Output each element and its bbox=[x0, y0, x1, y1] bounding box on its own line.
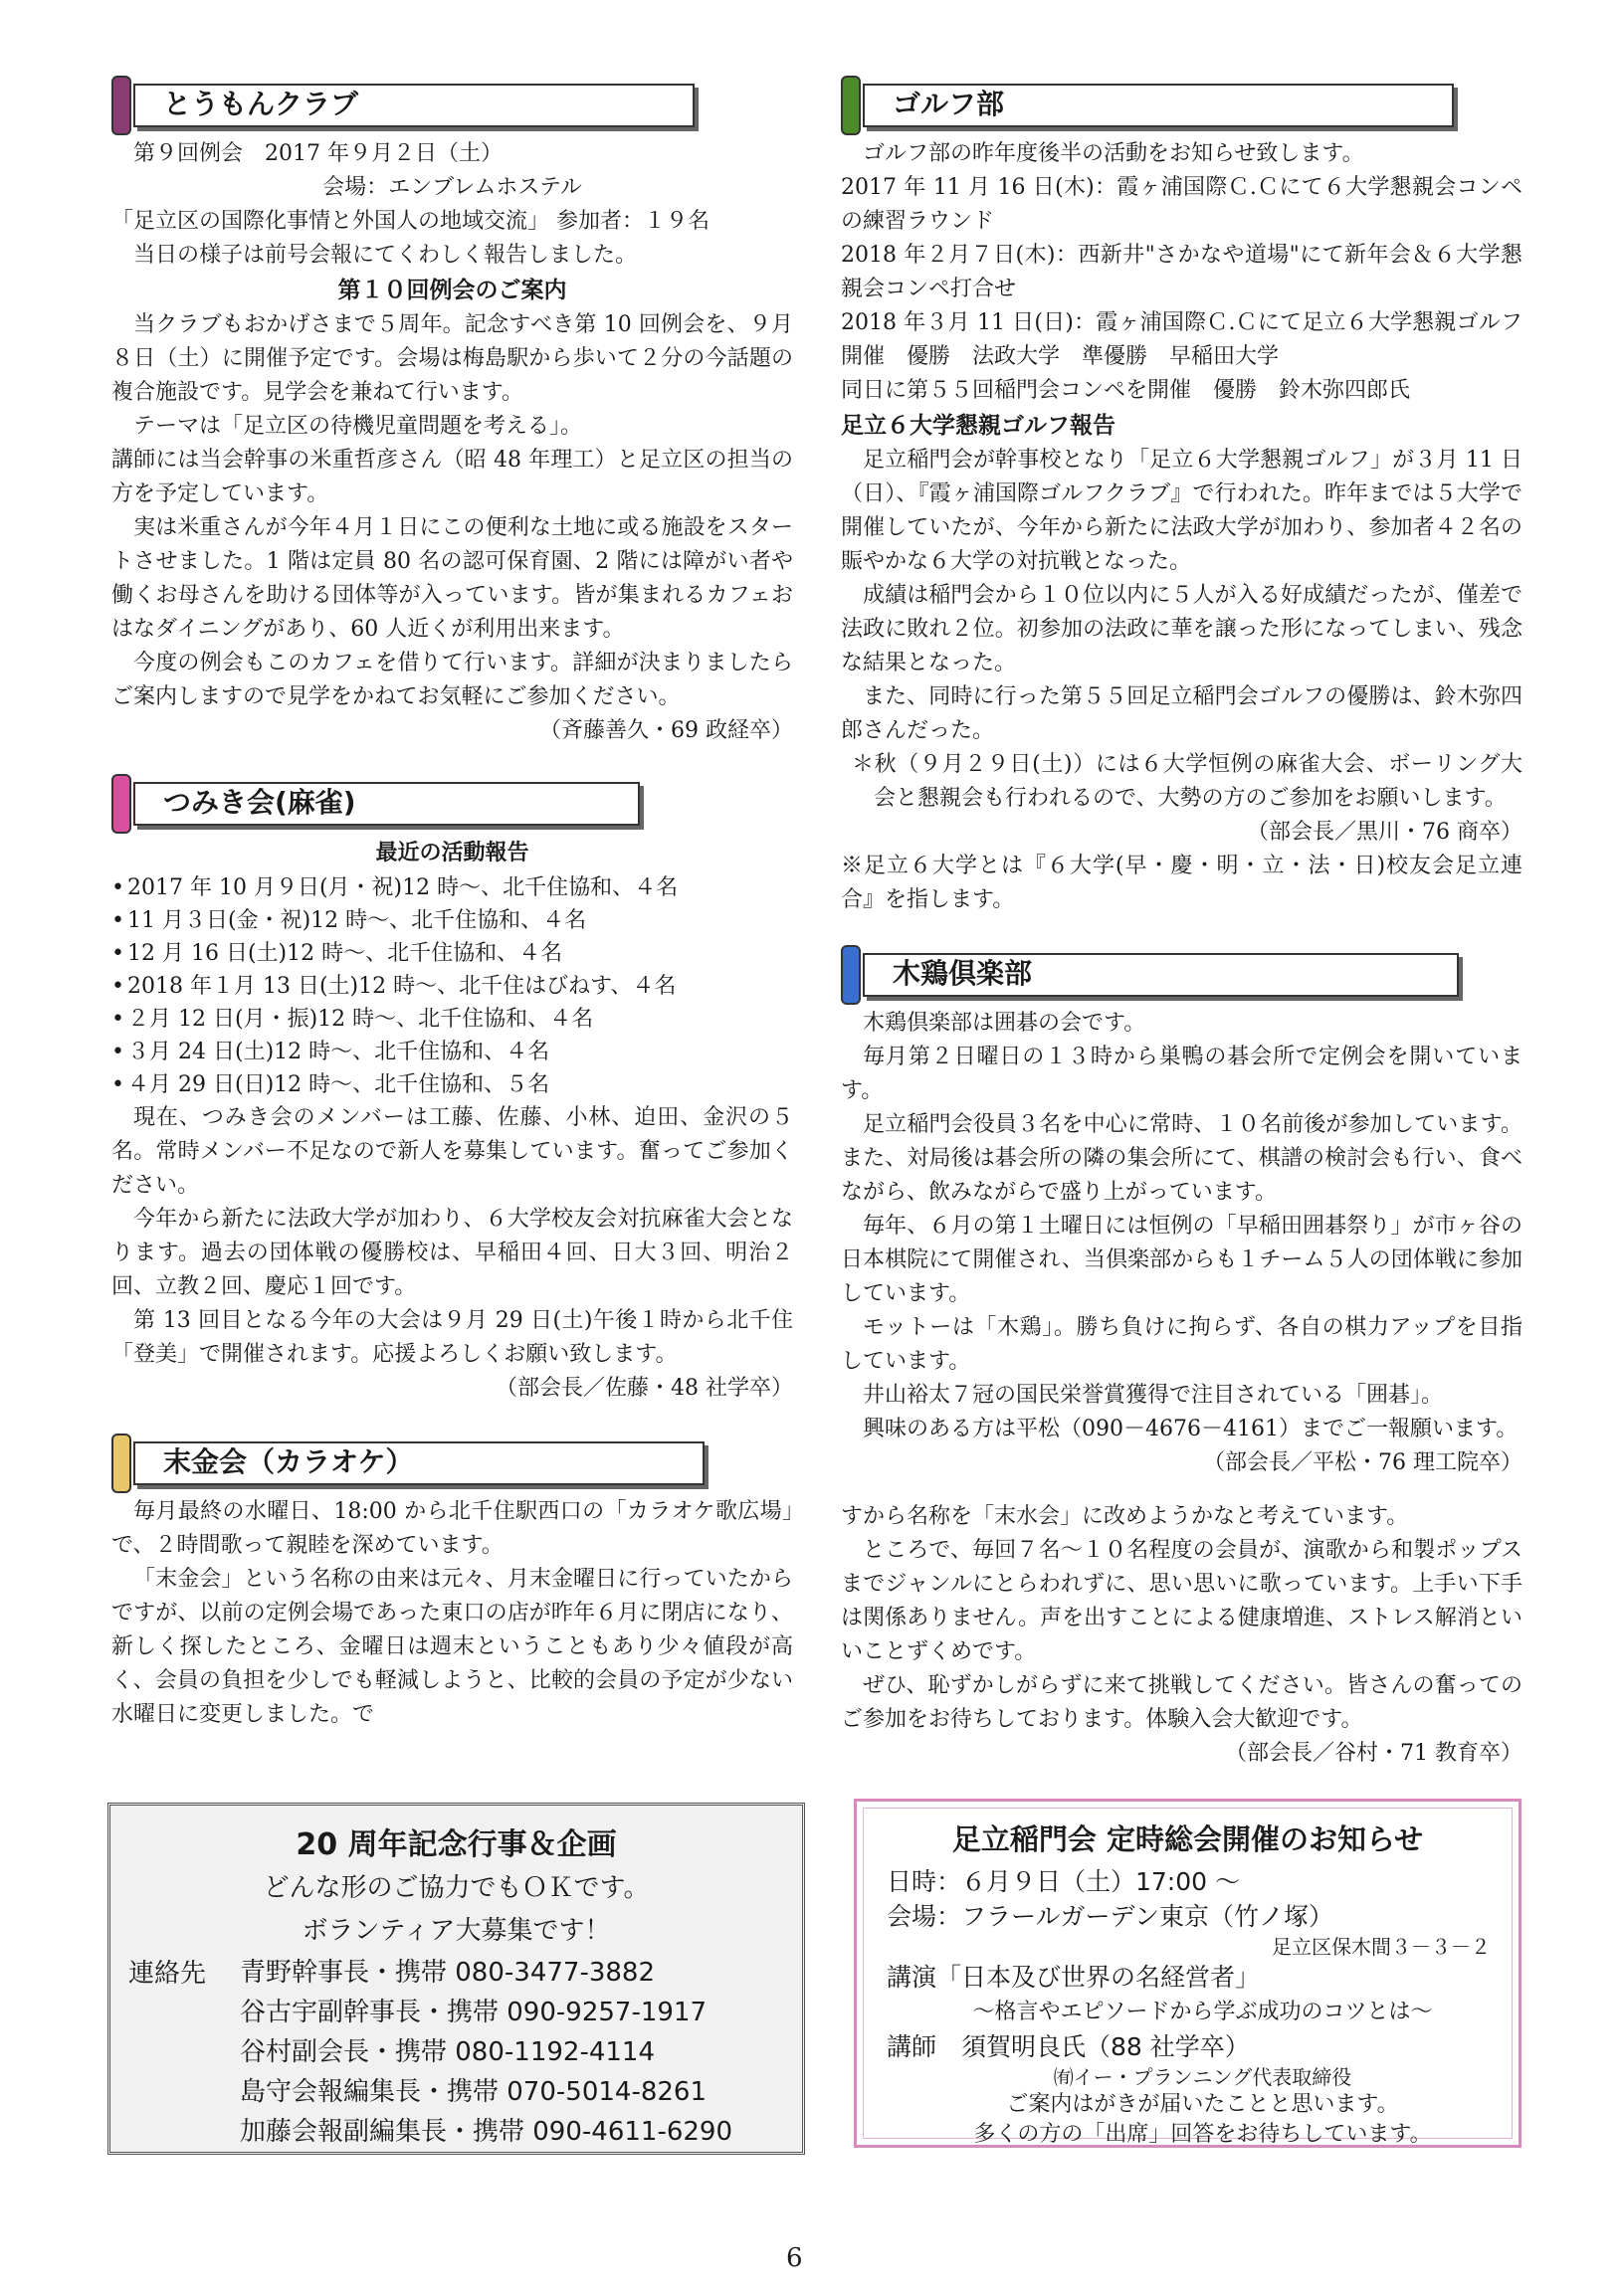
signature: （部会長／平松・76 理工院卒） bbox=[1203, 1450, 1522, 1475]
right-column bbox=[841, 80, 1522, 1480]
paragraph: 現在、つみき会のメンバーは工藤、佐藤、小林、迫田、金沢の５名。常時メンバー不足なので新人を募集しています。奮ってご参加ください。 bbox=[111, 1105, 793, 1198]
meeting-date: 日時：６月９日（土）17:00 ～ bbox=[887, 1867, 1240, 1896]
event-item: 同日に第５５回稲門会コンペを開催 優勝 鈴木弥四郎氏 bbox=[841, 378, 1411, 403]
paragraph: 今度の例会もこのカフェを借りて行います。詳細が決まりましたらご案内しますので見学をかねてお気軽にご参加ください。 bbox=[111, 651, 793, 709]
paragraph: 実は米重さんが今年４月１日にこの便利な土地に或る施設をスタートさせました。1 階は定員 80 名の認可保育園、2 階には障がい者や働くお母さんを助ける団体等が入っています。皆が集まれるカフェおはなダイニングがあり、60 人近くが利用出来ます。 bbox=[111, 515, 793, 642]
section-title: 末金会（カラオケ） bbox=[163, 1445, 414, 1478]
meeting-lecturer: 講師 須賀明良氏（88 社学卒） bbox=[887, 2032, 1250, 2061]
general-meeting-box bbox=[854, 1799, 1522, 2148]
meeting-address: 足立区保木間３－３－２ bbox=[1272, 1935, 1491, 1959]
anniversary-line: どんな形のご協力でもＯＫです。 bbox=[263, 1873, 650, 1903]
theme-9: 「足立区の国際化事情と外国人の地域交流」 参加者：１９名 bbox=[111, 209, 710, 234]
paragraph: また、同時に行った第５５回足立稲門会ゴルフの優勝は、鈴木弥四郎さんだった。 bbox=[841, 684, 1522, 743]
paragraph: 当クラブもおかげさまで５周年。記念すべき第 10 回例会を、９月８日（土）に開催予定です。会場は梅島駅から歩いて２分の今話題の複合施設です。見学会を兼ねて行います。 bbox=[111, 312, 793, 405]
contact-list bbox=[240, 1953, 732, 2152]
meeting-note: ご案内はがきが届いたことと思います。 bbox=[1006, 2092, 1399, 2117]
tomon-banner bbox=[111, 80, 793, 129]
meeting-lecture: 講演「日本及び世界の名経営者」 bbox=[887, 1963, 1261, 1992]
section-title: とうもんクラブ bbox=[163, 88, 359, 120]
venue: 会場：エンブレムホステル bbox=[322, 175, 582, 200]
paragraph: ところで、毎回７名～１０名程度の会員が、演歌から和製ポップスまでジャンルにとらわれずに、思い思いに歌っています。上手い下手は関係ありません。声を出すことによる健康増進、ストレス解消といいことずくめです。 bbox=[841, 1538, 1522, 1664]
lecturer-title: ㈲イー・プランニング代表取締役 bbox=[1053, 2065, 1352, 2089]
list-item: • ２月 12 日(月・振)12 時～、北千住協和、４名 bbox=[111, 1003, 793, 1036]
left-column bbox=[111, 80, 793, 1732]
signature: （部会長／谷村・71 教育卒） bbox=[1225, 1741, 1522, 1766]
meeting-note: 多くの方の「出席」回答をお待ちしています。 bbox=[973, 2122, 1432, 2147]
report-note: 当日の様子は前号会報にてくわしく報告しました。 bbox=[133, 243, 638, 268]
list-item: • 2017 年 10 月９日(月・祝)12 時～、北千住協和、４名 bbox=[111, 871, 793, 904]
list-item: • 11 月３日(金・祝)12 時～、北千住協和、４名 bbox=[111, 904, 793, 937]
scroll-icon bbox=[111, 1434, 131, 1493]
general-meeting-details bbox=[857, 1864, 1519, 2150]
sub-heading: 第１０回例会のご案内 bbox=[337, 278, 567, 303]
signature: （部会長／黒川・76 商卒） bbox=[1247, 820, 1522, 845]
list-item: • ３月 24 日(土)12 時～、北千住協和、４名 bbox=[111, 1036, 793, 1068]
paragraph: 毎月最終の水曜日、18:00 から北千住駅西口の「カラオケ歌広場」で、２時間歌って親睦を深めています。 bbox=[111, 1499, 793, 1558]
paragraph: 毎年、６月の第１土曜日には恒例の「早稲田囲碁祭り」が市ヶ谷の日本棋院にて開催され、当倶楽部からも１チーム５人の団体戦に参加しています。 bbox=[841, 1214, 1522, 1306]
signature: （斉藤善久・69 政経卒） bbox=[539, 718, 793, 743]
paragraph: モットーは「木鶏」。勝ち負けに拘らず、各自の棋力アップを目指しています。 bbox=[841, 1315, 1522, 1374]
suekin-continued bbox=[841, 1500, 1522, 1771]
general-meeting-title: 足立稲門会 定時総会開催のお知らせ bbox=[951, 1822, 1424, 1856]
scroll-icon bbox=[841, 76, 861, 135]
paragraph: ゴルフ部の昨年度後半の活動をお知らせ致します。 bbox=[863, 141, 1364, 166]
event-item: 2017 年 11 月 16 日(木)：霞ヶ浦国際Ｃ.Ｃにて６大学懇親会コンペの練習ラウンド bbox=[841, 175, 1522, 234]
event-item: 2018 年２月７日(木)：西新井"さかなや道場"にて新年会＆６大学懇親会コンペ打合せ bbox=[841, 243, 1522, 301]
paragraph: テーマは「足立区の待機児童問題を考える」。 bbox=[133, 414, 583, 439]
golf-banner bbox=[841, 80, 1522, 129]
contact-label: 連絡先 bbox=[128, 1959, 207, 1989]
paragraph: 今年から新たに法政大学が加わり、６大学校友会対抗麻雀大会となります。過去の団体戦の優勝校は、早稲田４回、日大３回、明治２回、立教２回、慶応１回です。 bbox=[111, 1207, 793, 1299]
paragraph: 成績は稲門会から１０位以内に５人が入る好成績だったが、僅差で法政に敗れ２位。初参加の法政に華を譲った形になってしまい、残念な結果となった。 bbox=[841, 583, 1522, 675]
paragraph: 毎月第２日曜日の１３時から巣鴨の碁会所で定例会を開いています。 bbox=[841, 1045, 1522, 1103]
note: ※足立６大学とは『６大学(早・慶・明・立・法・日)校友会足立連合』を指します。 bbox=[841, 854, 1522, 912]
paragraph: ＊秋（９月２９日(土)）には６大学恒例の麻雀大会、ボーリング大会と懇親会も行われるので、大勢の方のご参加をお願いします。 bbox=[852, 752, 1522, 811]
tsumiki-banner bbox=[111, 778, 793, 828]
paragraph: 興味のある方は平松（090－4676－4161）までご一報願います。 bbox=[863, 1417, 1519, 1441]
paragraph: すから名称を「末水会」に改めようかなと考えています。 bbox=[841, 1504, 1409, 1529]
meeting-venue: 会場：フラールガーデン東京（竹ノ塚） bbox=[887, 1902, 1334, 1931]
section-title: ゴルフ部 bbox=[893, 88, 1005, 120]
mokkei-banner bbox=[841, 949, 1522, 999]
event-item: 2018 年３月 11 日(日)：霞ヶ浦国際Ｃ.Ｃにて足立６大学懇親ゴルフ開催 優勝 法政大学 準優勝 早稲田大学 bbox=[841, 310, 1522, 369]
suekin-banner bbox=[111, 1437, 793, 1487]
contact-item: 青野幹事長・携帯 080-3477-3882 bbox=[240, 1958, 655, 1988]
list-item: • 12 月 16 日(土)12 時～、北千住協和、４名 bbox=[111, 937, 793, 970]
paragraph: ぜひ、恥ずかしがらずに来て挑戦してください。皆さんの奮ってのご参加をお待ちしております。体験入会大歓迎です。 bbox=[841, 1673, 1522, 1732]
paragraph: 足立稲門会が幹事校となり「足立６大学懇親ゴルフ」が３月 11 日（日）、『霞ヶ浦国際ゴルフクラブ』で行われた。昨年までは５大学で開催していたが、今年から新たに法政大学が加わり、参加者４２名の賑やかな６大学の対抗戦となった。 bbox=[841, 448, 1522, 574]
sub-heading: 足立６大学懇親ゴルフ報告 bbox=[841, 413, 1116, 439]
scroll-icon bbox=[111, 774, 131, 834]
paragraph: 第 13 回目となる今年の大会は９月 29 日(土)午後１時から北千住「登美」で開催されます。応援よろしくお願い致します。 bbox=[111, 1308, 793, 1367]
section-title: 木鶏倶楽部 bbox=[893, 957, 1033, 990]
activity-list bbox=[111, 871, 793, 1101]
section-title: つみき会(麻雀) bbox=[163, 786, 356, 819]
paragraph: 「末金会」という名称の由来は元々、月末金曜日に行っていたからですが、以前の定例会場であった東口の店が昨年６月に閉店になり、新しく探したところ、金曜日は週末ということもあり少々値段が高く、会員の負担を少しでも軽減しようと、比較的会員の予定が少ない水曜日に変更しました。で bbox=[111, 1567, 793, 1727]
contact-item: 谷村副会長・携帯 080-1192-4114 bbox=[240, 2037, 655, 2067]
page-number: 6 bbox=[786, 2243, 803, 2273]
contact-item: 加藤会報副編集長・携帯 090-4611-6290 bbox=[240, 2117, 732, 2147]
contact-item: 島守会報編集長・携帯 070-5014-8261 bbox=[240, 2077, 707, 2107]
meeting-lecture-subtitle: ～格言やエピソードから学ぶ成功のコツとは～ bbox=[972, 2000, 1433, 2024]
sub-heading: 最近の活動報告 bbox=[375, 841, 529, 865]
anniversary-title: 20 周年記念行事＆企画 bbox=[296, 1827, 617, 1862]
anniversary-box bbox=[107, 1803, 805, 2155]
scroll-icon bbox=[841, 945, 861, 1005]
signature: （部会長／佐藤・48 社学卒） bbox=[496, 1376, 793, 1401]
scroll-icon bbox=[111, 76, 131, 135]
list-item: • 2018 年１月 13 日(土)12 時～、北千住はびねす、４名 bbox=[111, 970, 793, 1003]
anniversary-line: ボランティア大募集です！ bbox=[302, 1916, 611, 1946]
paragraph: 井山裕太７冠の国民栄誉賞獲得で注目されている「囲碁」。 bbox=[863, 1383, 1444, 1408]
contact-item: 谷古宇副幹事長・携帯 090-9257-1917 bbox=[240, 1998, 707, 2027]
paragraph: 木鶏倶楽部は囲碁の会です。 bbox=[863, 1011, 1146, 1036]
list-item: • ４月 29 日(日)12 時～、北千住協和、５名 bbox=[111, 1068, 793, 1101]
paragraph: 講師には当会幹事の米重哲彦さん（昭 48 年理工）と足立区の担当の方を予定しています。 bbox=[111, 448, 793, 506]
paragraph: 足立稲門会役員３名を中心に常時、１０名前後が参加しています。また、対局後は碁会所の隣の集会所にて、棋譜の検討会も行い、食べながら、飲みながらで盛り上がっています。 bbox=[841, 1112, 1522, 1205]
meeting-9: 第９回例会 2017 年９月２日（土） bbox=[133, 141, 503, 166]
